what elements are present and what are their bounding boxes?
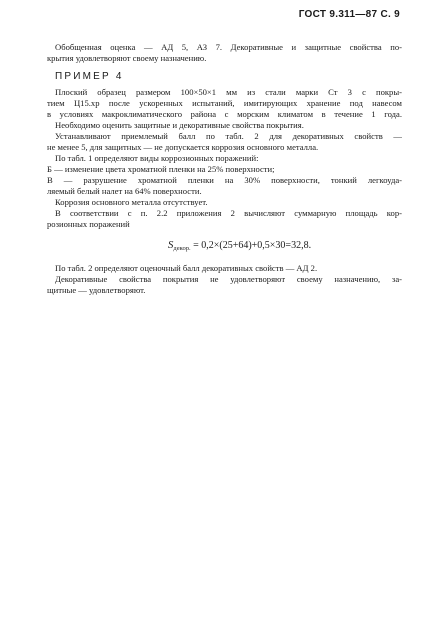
sample-line-3: в условиях макроклиматического района с морским климатом в течение 1 года. [47,109,402,119]
base-metal-line: Коррозия основного металла отсутствует. [55,197,208,207]
formula-subscript: декор. [173,245,191,252]
type-v-line-1: В — разрушение хроматной пленки на 30% поверхности, тонкий легкоуда- [47,175,402,185]
conclusion-paragraph [47,274,402,296]
calc-line-1: В соответствии с п. 2.2 приложения 2 вычисляют суммарную площадь кор- [55,208,402,218]
task-line: Необходимо оценить защитные и декоративные свойства покрытия. [55,120,304,130]
calc-line-2: розионных поражений [47,219,130,229]
area-formula [47,240,402,254]
formula-expression: = 0,2×(25+64)+0,5×30=32,8. [193,240,312,251]
type-v-line-2: ляемый белый налет на 64% поверхности. [47,186,202,196]
types-line: По табл. 1 определяют виды коррозионных поражений: [55,153,259,163]
summary-line-1: Обобщенная оценка — АД 5, АЗ 7. Декоративные и защитные свойства по- [55,42,402,52]
page-header: ГОСТ 9.311—87 С. 9 [298,9,400,20]
calc-paragraph [47,208,402,230]
score-line-1: Устанавливают приемлемый балл по табл. 2 для декоративных свойств — [55,131,402,141]
summary-paragraph [47,42,402,64]
sample-line-2: тием Ц15.хр после ускоренных испытаний, имитирующих хранение под навесом [47,98,402,108]
example-heading: ПРИМЕР 4 [55,71,124,82]
score-line-2: не менее 5, для защитных — не допускается коррозия основного металла. [47,142,319,152]
score-paragraph [47,131,402,153]
conclusion-line-1: Декоративные свойства покрытия не удовлетворяют своему назначению, за- [55,274,402,284]
conclusion-line-2: щитные — удовлетворяют. [47,285,146,295]
type-b-line: Б — изменение цвета хроматной пленки на 25% поверхности; [47,164,275,174]
formula-symbol: S [167,239,174,251]
type-v-paragraph [47,175,402,197]
summary-line-2: крытия удовлетворяют своему назначению. [47,53,207,63]
sample-line-1: Плоский образец размером 100×50×1 мм из стали марки Ст 3 с покры- [55,87,402,97]
page-content [47,42,402,296]
result-line: По табл. 2 определяют оценочный балл декоративных свойств — АД 2. [55,263,318,273]
sample-paragraph [47,87,402,120]
